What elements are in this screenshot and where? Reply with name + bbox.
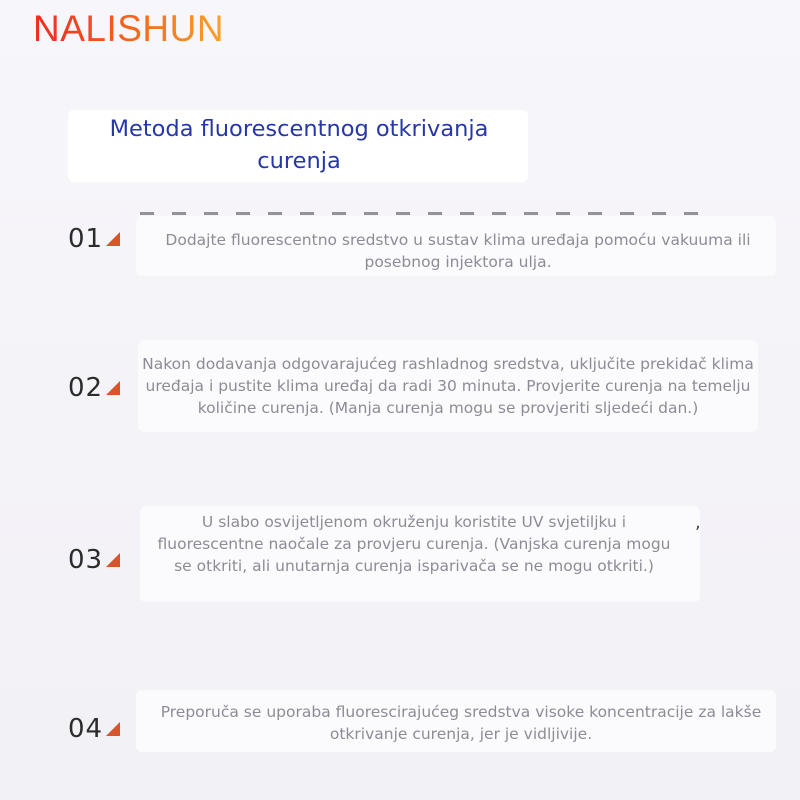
step-number-04: 04 bbox=[68, 714, 104, 744]
step-arrow-icon bbox=[106, 722, 120, 736]
step-number-03: 03 bbox=[68, 545, 104, 575]
stray-mark: , bbox=[695, 512, 701, 533]
step-text-04: Preporuča se uporaba fluorescirajućeg sredstva visoke koncentracije za lakše otkrivanje curenja, jer je vidljivije. bbox=[160, 703, 762, 743]
ghost-text-residue bbox=[140, 203, 740, 215]
step-number-02: 02 bbox=[68, 373, 104, 403]
step-text-01: Dodajte fluorescentno sredstvo u sustav klima uređaja pomoću vakuuma ili posebnog injektora ulja. bbox=[165, 231, 751, 271]
step-number-01: 01 bbox=[68, 224, 104, 254]
step-arrow-icon bbox=[106, 553, 120, 567]
brand-logo: NALISHUN bbox=[33, 8, 225, 49]
step-text-02: Nakon dodavanja odgovarajućeg rashladnog sredstva, uključite prekidač klima uređaja i pustite klima uređaj da radi 30 minuta. Provjerite curenja na temelju količine curenja. (Manja curenja mogu se provjeriti sljedeći dan.) bbox=[142, 355, 754, 417]
step-arrow-icon bbox=[106, 381, 120, 395]
step-arrow-icon bbox=[106, 232, 120, 246]
page-title: Metoda fluorescentnog otkrivanja curenja bbox=[109, 116, 489, 174]
step-text-03: U slabo osvijetljenom okruženju koristite UV svjetiljku i fluorescentne naočale za provjeru curenja. (Vanjska curenja mogu se otkriti, ali unutarnja curenja isparivača se ne mogu otkriti.) bbox=[157, 513, 671, 575]
